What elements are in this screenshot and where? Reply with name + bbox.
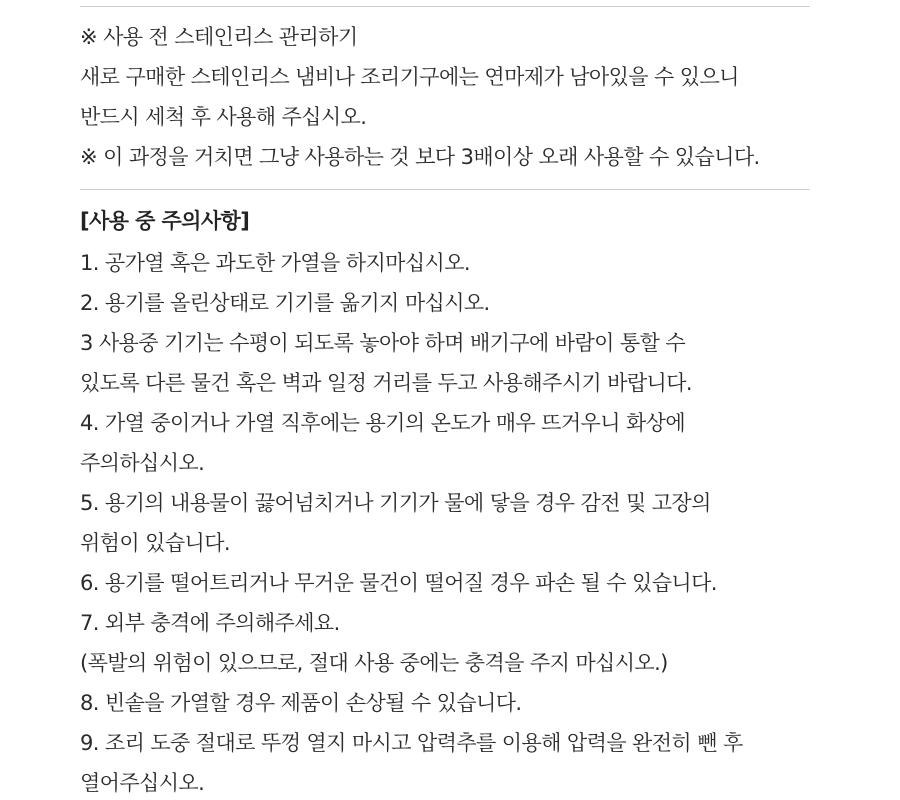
caution-line: 4. 가열 중이거나 가열 직후에는 용기의 온도가 매우 뜨거우니 화상에 — [80, 411, 686, 435]
caution-line: 주의하십시오. — [80, 451, 205, 475]
caution-line: 있도록 다른 물건 혹은 벽과 일정 거리를 두고 사용해주시기 바랍니다. — [80, 371, 692, 395]
caution-line: 1. 공가열 혹은 과도한 가열을 하지마십시오. — [80, 251, 470, 275]
caution-line: (폭발의 위험이 있으므로, 절대 사용 중에는 충격을 주지 마십시오.) — [80, 651, 668, 675]
stainless-care-title: ※ 사용 전 스테인리스 관리하기 — [80, 25, 358, 49]
top-divider — [80, 6, 810, 7]
caution-line: 3 사용중 기기는 수평이 되도록 놓아야 하며 배기구에 바람이 통할 수 — [80, 331, 686, 355]
caution-line: 열어주십시오. — [80, 771, 205, 795]
stainless-care-line: 반드시 세척 후 사용해 주십시오. — [80, 105, 367, 129]
caution-line: 위험이 있습니다. — [80, 531, 230, 555]
caution-line: 8. 빈솥을 가열할 경우 제품이 손상될 수 있습니다. — [80, 691, 522, 715]
stainless-care-note: ※ 이 과정을 거치면 그냥 사용하는 것 보다 3배이상 오래 사용할 수 있습니다. — [80, 145, 760, 169]
caution-line: 2. 용기를 올린상태로 기기를 옮기지 마십시오. — [80, 291, 490, 315]
caution-heading: [사용 중 주의사항] — [80, 209, 250, 233]
caution-line: 7. 외부 충격에 주의해주세요. — [80, 611, 340, 635]
section-divider — [80, 189, 810, 190]
stainless-care-line: 새로 구매한 스테인리스 냄비나 조리기구에는 연마제가 남아있을 수 있으니 — [80, 65, 739, 89]
caution-line: 5. 용기의 내용물이 끓어넘치거나 기기가 물에 닿을 경우 감전 및 고장의 — [80, 491, 711, 515]
caution-line: 9. 조리 도중 절대로 뚜껑 열지 마시고 압력추를 이용해 압력을 완전히 뺀 후 — [80, 731, 743, 755]
caution-line: 6. 용기를 떨어트리거나 무거운 물건이 떨어질 경우 파손 될 수 있습니다. — [80, 571, 717, 595]
